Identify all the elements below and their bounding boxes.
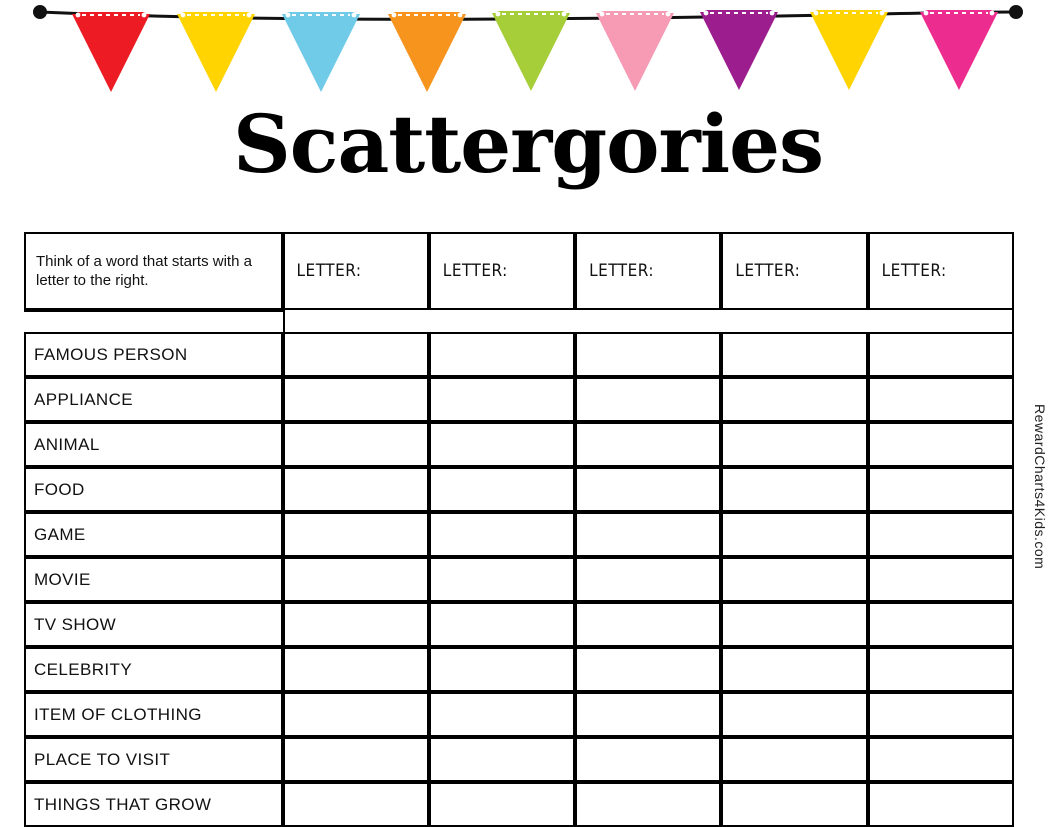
answer-cell[interactable] xyxy=(575,737,721,782)
answer-cell[interactable] xyxy=(283,467,429,512)
category-label: PLACE TO VISIT xyxy=(24,737,283,782)
table-row xyxy=(24,602,1014,647)
answer-cell[interactable] xyxy=(429,332,575,377)
answer-cell[interactable] xyxy=(429,782,575,827)
answer-cell[interactable] xyxy=(429,647,575,692)
scattergories-table xyxy=(24,232,1014,827)
answer-cell[interactable] xyxy=(429,692,575,737)
table-row xyxy=(24,512,1014,557)
bunting-flag xyxy=(177,12,255,92)
answer-cell[interactable] xyxy=(575,692,721,737)
table-row xyxy=(24,692,1014,737)
answer-cell[interactable] xyxy=(283,332,429,377)
bunting-flag xyxy=(388,12,466,92)
answer-cell[interactable] xyxy=(575,377,721,422)
answer-cell[interactable] xyxy=(283,602,429,647)
letter-header-1[interactable]: LETTER: xyxy=(283,232,429,310)
table-row xyxy=(24,557,1014,602)
category-label: ANIMAL xyxy=(24,422,283,467)
table-row xyxy=(24,737,1014,782)
letter-header-5[interactable]: LETTER: xyxy=(868,232,1014,310)
answer-cell[interactable] xyxy=(721,602,867,647)
category-label: FOOD xyxy=(24,467,283,512)
answer-cell[interactable] xyxy=(721,422,867,467)
category-label: FAMOUS PERSON xyxy=(24,332,283,377)
answer-cell[interactable] xyxy=(575,512,721,557)
bunting-string-end-left xyxy=(33,5,47,19)
answer-cell[interactable] xyxy=(283,782,429,827)
answer-cell[interactable] xyxy=(283,512,429,557)
table-row xyxy=(24,422,1014,467)
answer-cell[interactable] xyxy=(429,467,575,512)
answer-cell[interactable] xyxy=(575,602,721,647)
answer-cell[interactable] xyxy=(868,692,1014,737)
answer-cell[interactable] xyxy=(429,422,575,467)
bunting-svg xyxy=(0,0,1056,100)
category-label: TV SHOW xyxy=(24,602,283,647)
category-label: CELEBRITY xyxy=(24,647,283,692)
category-label: GAME xyxy=(24,512,283,557)
answer-cell[interactable] xyxy=(868,557,1014,602)
answer-cell[interactable] xyxy=(429,377,575,422)
category-label: ITEM OF CLOTHING xyxy=(24,692,283,737)
answer-cell[interactable] xyxy=(429,737,575,782)
answer-cell[interactable] xyxy=(868,467,1014,512)
scattergories-sheet xyxy=(24,232,1014,827)
bunting-flag xyxy=(700,10,778,90)
answer-cell[interactable] xyxy=(721,332,867,377)
answer-cell[interactable] xyxy=(721,512,867,557)
page-title: Scattergories xyxy=(232,97,824,191)
answer-cell[interactable] xyxy=(575,422,721,467)
answer-cell[interactable] xyxy=(868,737,1014,782)
site-credit: RewardCharts4Kids.com xyxy=(1032,404,1048,570)
table-spacer-row xyxy=(24,310,1014,332)
answer-cell[interactable] xyxy=(868,602,1014,647)
spacer-left xyxy=(24,310,283,332)
letter-header-2[interactable]: LETTER: xyxy=(429,232,575,310)
bunting-flag xyxy=(810,10,888,90)
bunting-banner xyxy=(0,0,1056,100)
bunting-flag xyxy=(920,10,998,90)
answer-cell[interactable] xyxy=(575,557,721,602)
table-row xyxy=(24,467,1014,512)
answer-cell[interactable] xyxy=(721,377,867,422)
category-label: APPLIANCE xyxy=(24,377,283,422)
instruction-cell: Think of a word that starts with a letter to the right. xyxy=(24,232,283,310)
bunting-flag xyxy=(596,11,674,91)
answer-cell[interactable] xyxy=(868,512,1014,557)
answer-cell[interactable] xyxy=(721,647,867,692)
answer-cell[interactable] xyxy=(868,422,1014,467)
answer-cell[interactable] xyxy=(721,467,867,512)
answer-cell[interactable] xyxy=(721,782,867,827)
table-row xyxy=(24,647,1014,692)
answer-cell[interactable] xyxy=(868,782,1014,827)
answer-cell[interactable] xyxy=(283,557,429,602)
table-header-row xyxy=(24,232,1014,310)
bunting-string-end-right xyxy=(1009,5,1023,19)
answer-cell[interactable] xyxy=(429,512,575,557)
answer-cell[interactable] xyxy=(283,692,429,737)
category-label: THINGS THAT GROW xyxy=(24,782,283,827)
bunting-flag xyxy=(72,12,150,92)
answer-cell[interactable] xyxy=(575,332,721,377)
spacer-right xyxy=(283,310,1014,332)
answer-cell[interactable] xyxy=(868,647,1014,692)
answer-cell[interactable] xyxy=(721,557,867,602)
answer-cell[interactable] xyxy=(721,737,867,782)
answer-cell[interactable] xyxy=(575,647,721,692)
answer-cell[interactable] xyxy=(575,782,721,827)
answer-cell[interactable] xyxy=(575,467,721,512)
answer-cell[interactable] xyxy=(429,602,575,647)
letter-header-4[interactable]: LETTER: xyxy=(721,232,867,310)
answer-cell[interactable] xyxy=(283,647,429,692)
category-label: MOVIE xyxy=(24,557,283,602)
answer-cell[interactable] xyxy=(283,422,429,467)
answer-cell[interactable] xyxy=(868,377,1014,422)
bunting-flag xyxy=(282,12,360,92)
answer-cell[interactable] xyxy=(283,737,429,782)
table-row xyxy=(24,377,1014,422)
letter-header-3[interactable]: LETTER: xyxy=(575,232,721,310)
table-row xyxy=(24,332,1014,377)
table-row xyxy=(24,782,1014,827)
answer-cell[interactable] xyxy=(429,557,575,602)
answer-cell[interactable] xyxy=(283,377,429,422)
answer-cell[interactable] xyxy=(868,332,1014,377)
answer-cell[interactable] xyxy=(721,692,867,737)
bunting-flag xyxy=(492,11,570,91)
